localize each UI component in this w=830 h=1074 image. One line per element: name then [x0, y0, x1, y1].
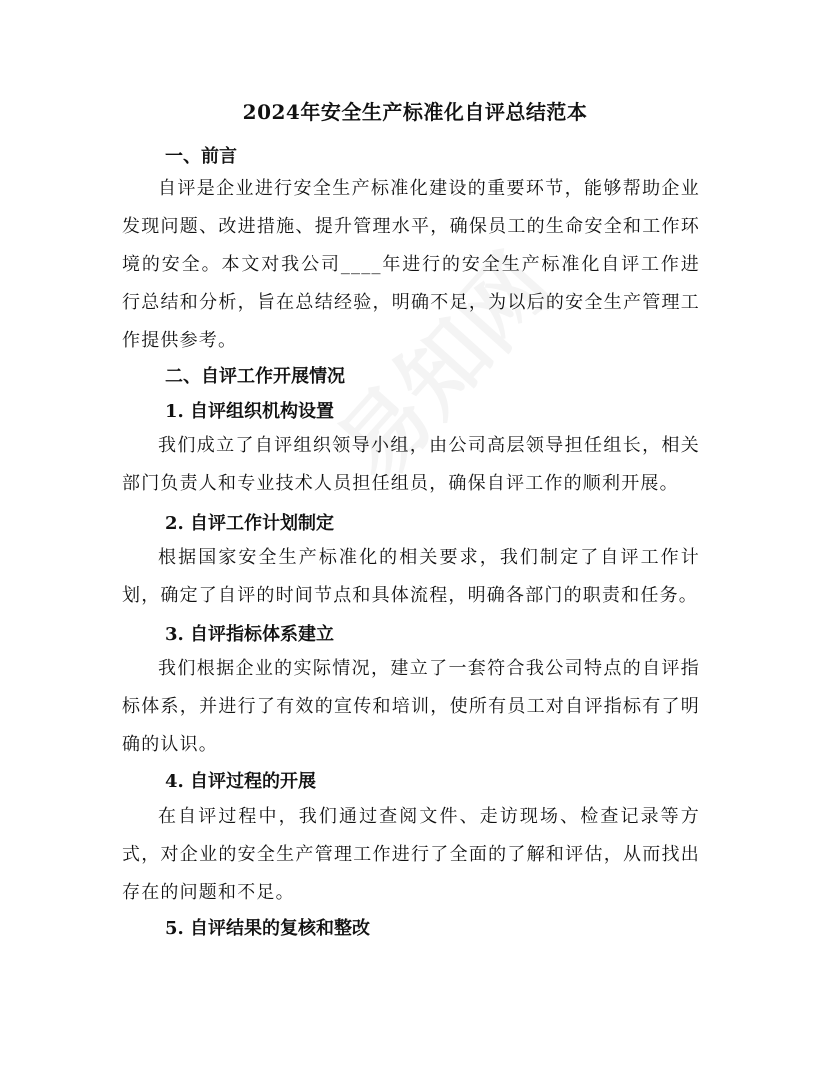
- subheading-organization: 1. 自评组织机构设置: [165, 401, 335, 422]
- paragraph-process: 在自评过程中，我们通过查阅文件、走访现场、检查记录等方式，对企业的安全生产管理工作进行了全面的了解和评估，从而找出存在的问题和不足。: [122, 806, 700, 903]
- paragraph-organization: 我们成立了自评组织领导小组，由公司高层领导担任组长，相关部门负责人和专业技术人员担任组员，确保自评工作的顺利开展。: [122, 435, 700, 494]
- subheading-review-rectification: 5. 自评结果的复核和整改: [165, 918, 371, 939]
- document-title: 2024年安全生产标准化自评总结范本: [242, 100, 588, 124]
- section-heading-self-eval-work: 二、自评工作开展情况: [165, 366, 345, 387]
- paragraph-index-system: 我们根据企业的实际情况，建立了一套符合我公司特点的自评指标体系，并进行了有效的宣传和培训，使所有员工对自评指标有了明确的认识。: [122, 658, 700, 755]
- subheading-process: 4. 自评过程的开展: [165, 771, 317, 792]
- paragraph-work-plan: 根据国家安全生产标准化的相关要求，我们制定了自评工作计划，确定了自评的时间节点和具体流程，明确各部门的职责和任务。: [122, 547, 700, 606]
- subheading-work-plan: 2. 自评工作计划制定: [165, 513, 335, 534]
- paragraph-preface: 自评是企业进行安全生产标准化建设的重要环节，能够帮助企业发现问题、改进措施、提升管理水平，确保员工的生命安全和工作环境的安全。本文对我公司____年进行的安全生产标准化自评工作进行总结和分析，旨在总结经验，明确不足，为以后的安全生产管理工作提供参考。: [122, 178, 700, 351]
- subheading-index-system: 3. 自评指标体系建立: [165, 624, 335, 645]
- section-heading-preface: 一、前言: [165, 146, 237, 167]
